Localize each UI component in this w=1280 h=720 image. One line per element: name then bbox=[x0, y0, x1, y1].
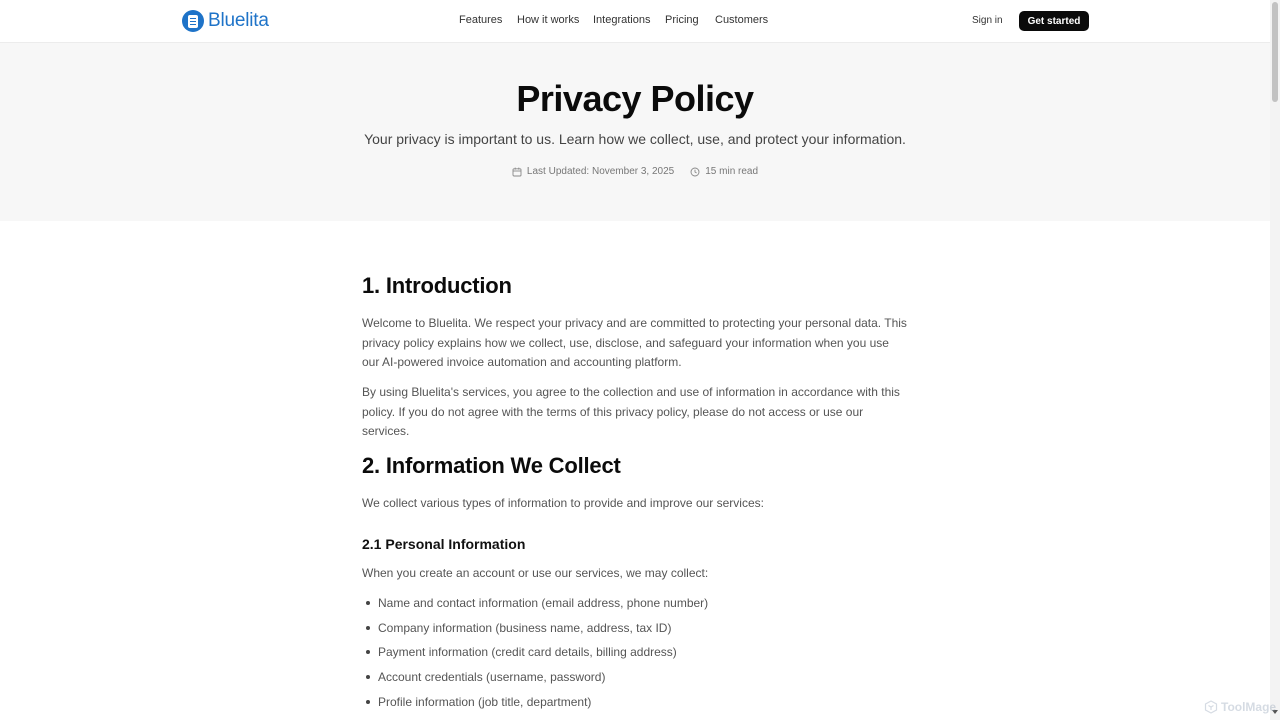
get-started-button[interactable]: Get started bbox=[1019, 11, 1089, 31]
last-updated-text: Last Updated: November 3, 2025 bbox=[526, 166, 675, 177]
list-item: Name and contact information (email address, phone number) bbox=[362, 596, 708, 621]
scrollbar-thumb[interactable] bbox=[1272, 2, 1278, 102]
page-scrollbar[interactable] bbox=[1270, 0, 1280, 720]
list-item: Company information (business name, address, tax ID) bbox=[362, 621, 708, 646]
logo-icon bbox=[182, 10, 204, 32]
nav-link-customers[interactable]: Customers bbox=[715, 14, 769, 26]
watermark-logo-icon bbox=[1204, 700, 1218, 714]
section-heading-information-we-collect: 2. Information We Collect bbox=[362, 453, 621, 478]
watermark-text: ToolMage bbox=[1221, 700, 1277, 714]
list-item: Account credentials (username, password) bbox=[362, 670, 708, 695]
page-title: Privacy Policy bbox=[516, 78, 754, 119]
top-navbar bbox=[0, 0, 1270, 43]
list-item: Profile information (job title, department) bbox=[362, 695, 708, 720]
nav-link-integrations[interactable]: Integrations bbox=[593, 14, 651, 26]
article-meta bbox=[0, 166, 1270, 177]
watermark bbox=[1204, 700, 1276, 714]
brand-logo[interactable] bbox=[182, 10, 269, 32]
page-subtitle: Your privacy is important to us. Learn how we collect, use, and protect your information. bbox=[364, 131, 906, 147]
clock-icon bbox=[690, 167, 700, 177]
sign-in-link[interactable]: Sign in bbox=[972, 15, 1003, 26]
subsection-heading-personal-information: 2.1 Personal Information bbox=[362, 536, 526, 552]
intro-paragraph-1: Welcome to Bluelita. We respect your privacy and are committed to protecting your personal data. This privacy policy explains how we collect, use, disclose, and safeguard your information when you use our AI-powered invoice automation and accounting platform. bbox=[362, 316, 907, 369]
collect-paragraph: We collect various types of information to provide and improve our services: bbox=[362, 496, 764, 510]
hero-section bbox=[0, 43, 1270, 221]
list-item: Payment information (credit card details, billing address) bbox=[362, 645, 708, 670]
intro-paragraph-2: By using Bluelita's services, you agree to the collection and use of information in accordance with this policy. If you do not agree with the terms of this privacy policy, please do not access or use our services. bbox=[362, 385, 900, 438]
read-time bbox=[690, 166, 758, 177]
nav-link-pricing[interactable]: Pricing bbox=[665, 14, 699, 26]
nav-link-how-it-works[interactable]: How it works bbox=[517, 14, 580, 26]
brand-name: Bluelita bbox=[208, 10, 269, 31]
section-heading-introduction: 1. Introduction bbox=[362, 273, 512, 298]
personal-info-list bbox=[362, 596, 708, 719]
read-time-text: 15 min read bbox=[705, 166, 759, 177]
nav-link-features[interactable]: Features bbox=[459, 14, 503, 26]
calendar-icon bbox=[512, 167, 522, 177]
personal-info-intro: When you create an account or use our services, we may collect: bbox=[362, 566, 709, 580]
last-updated bbox=[512, 166, 674, 177]
